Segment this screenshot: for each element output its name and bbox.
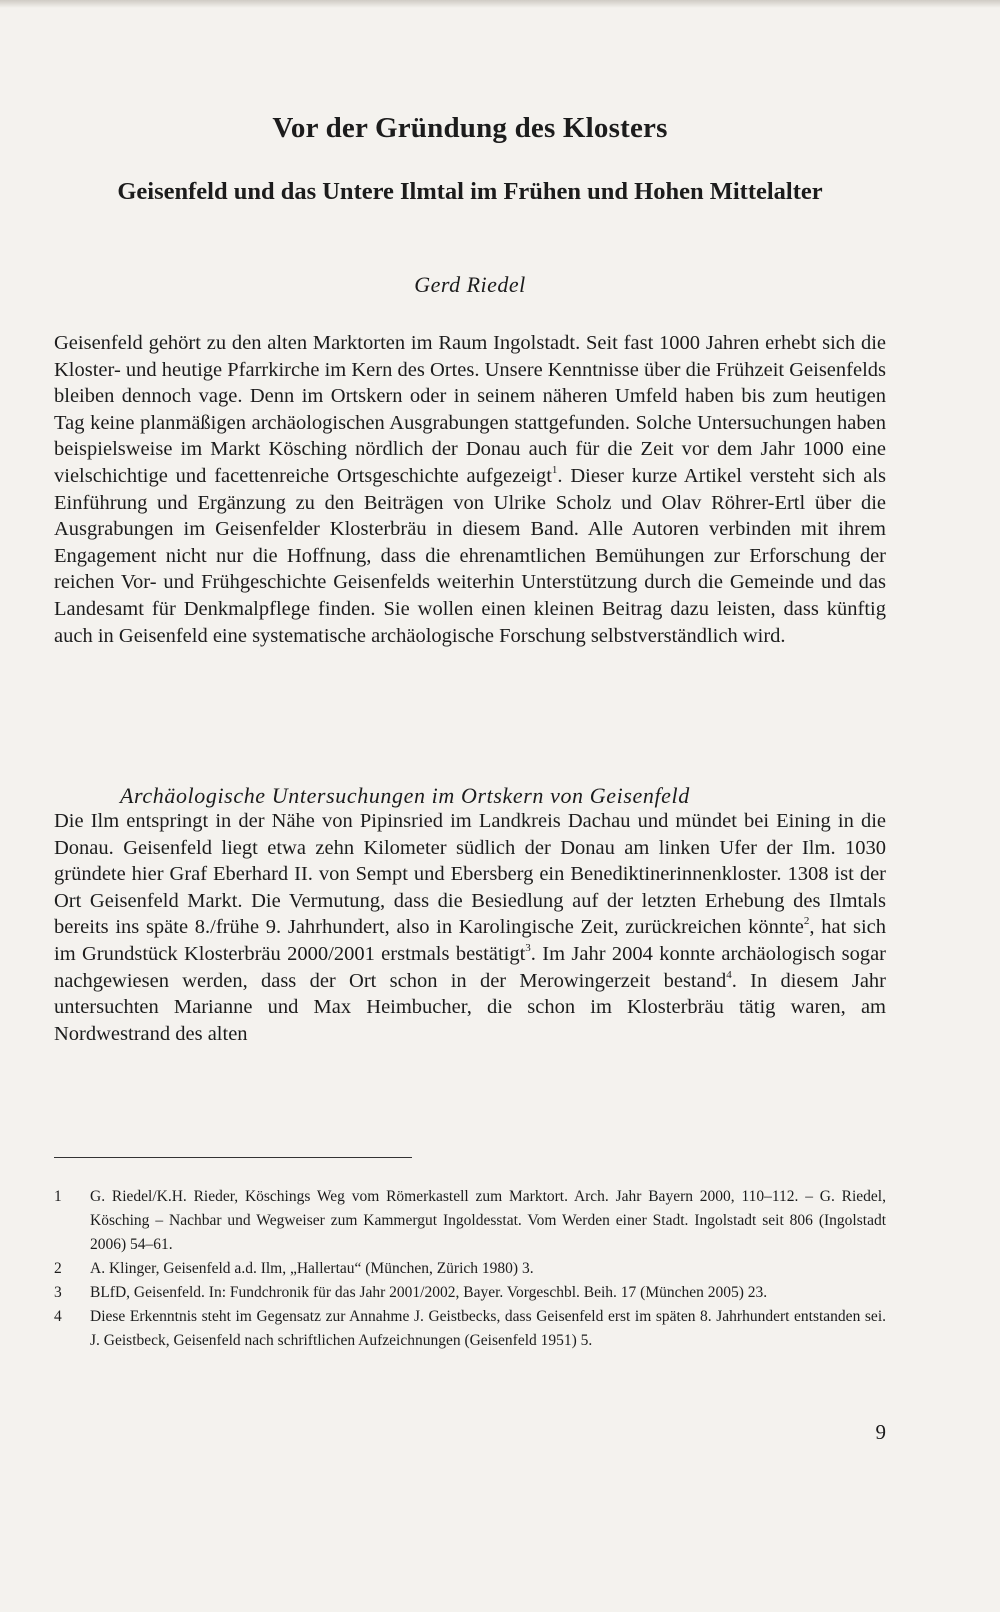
footnote-item [54,1281,886,1305]
footnote-item [54,1257,886,1281]
scan-edge-shadow [0,0,1000,8]
article-author: Gerd Riedel [414,272,526,297]
footnote-number: 3 [54,1284,62,1301]
footnote-ref-1[interactable]: 1 [551,463,558,476]
page-number: 9 [875,1420,886,1444]
intro-paragraph [54,330,886,649]
section-text-4: . In diesem Jahr untersuchten Marianne und Max Heimbucher, die schon im Klosterbräu tätig waren, am Nordwestrand des alten [54,969,886,1045]
intro-text-b: . Dieser kurze Artikel versteht sich als Einführung und Ergänzung zu den Beiträgen von Ulrike Scholz und Olav Röhrer-Ertl über die Ausgrabungen im Geisenfelder Klosterbräu in diesem Band. Alle Autoren verbinden mit ihrem Engagement nicht nur die Hoffnung, dass die ehrenamtlichen Bemühungen zur Erforschung der reichen Vor- und Frühgeschichte Geisenfelds weiterhin Unterstützung durch die Gemeinde und das Landesamt für Denkmalpflege finden. Sie wollen einen kleinen Beitrag dazu leisten, dass künftig auch in Geisenfeld eine systematische archäologische Forschung selbstverständlich wird. [54,464,886,647]
section-text-3: . Im Jahr 2004 konnte archäologisch sogar nachgewiesen werden, dass der Ort schon in der Merowingerzeit bestand [54,942,886,992]
footnote-ref-4[interactable]: 4 [726,968,732,981]
footnote-ref-2[interactable]: 2 [803,915,810,928]
footnote-text: BLfD, Geisenfeld. In: Fundchronik für das Jahr 2001/2002, Bayer. Vorgeschbl. Beih. 17 (München 2005) 23. [90,1284,768,1301]
section-paragraph [54,808,886,1047]
footnote-text: G. Riedel/K.H. Rieder, Köschings Weg vom Römerkastell zum Marktort. Arch. Jahr Bayern 2000, 110–112. – G. Riedel, Kösching – Nachbar und Wegweiser zum Kammergut Ingoldesstat. Vom Werden einer Stadt. Ingolstadt seit 806 (Ingolstadt 2006) 54–61. [90,1188,886,1253]
article-title: Vor der Gründung des Klosters [272,112,668,144]
footnote-ref-3[interactable]: 3 [525,941,531,954]
section-text-2: , hat sich im Grundstück Klosterbräu 2000/2001 erstmals bestätigt [54,916,886,965]
footnote-number: 4 [54,1308,62,1325]
footnote-text: Diese Erkenntnis steht im Gegensatz zur Annahme J. Geistbecks, dass Geisenfeld erst im späten 8. Jahrhundert entstanden sei. J. Geistbeck, Geisenfeld nach schriftlichen Aufzeichnungen (Geisenfeld 1951) 5. [90,1308,886,1349]
footnote-text: A. Klinger, Geisenfeld a.d. Ilm, „Hallertau“ (München, Zürich 1980) 3. [90,1260,534,1277]
intro-text-a: Geisenfeld gehört zu den alten Marktorten im Raum Ingolstadt. Seit fast 1000 Jahren erhebt sich die Kloster- und heutige Pfarrkirche im Kern des Ortes. Unsere Kenntnisse über die Frühzeit Geisenfelds bleiben dennoch vage. Denn im Ortskern oder in seinem näheren Umfeld haben bis zum heutigen Tag keine planmäßigen archäologischen Ausgrabungen stattgefunden. Solche Untersuchungen haben beispielsweise im Markt Kösching nördlich der Donau auch für die Zeit vor dem Jahr 1000 eine vielschichtige und facettenreiche Ortsgeschichte aufgezeigt [54,332,886,487]
footnotes-list [54,1185,886,1353]
footnote-number: 1 [54,1188,62,1205]
article-subtitle: Geisenfeld und das Untere Ilmtal im Frühen und Hohen Mittelalter [117,178,823,205]
section-heading: Archäologische Untersuchungen im Ortskern von Geisenfeld [120,783,690,808]
footnote-item [54,1185,886,1257]
section-text-1: Die Ilm entspringt in der Nähe von Pipinsried im Landkreis Dachau und mündet bei Eining in die Donau. Geisenfeld liegt etwa zehn Kilometer südlich der Donau am linken Ufer der Ilm. 1030 gründete hier Graf Eberhard II. von Sempt und Ebersberg ein Benediktinerinnenkloster. 1308 ist der Ort Geisenfeld Markt. Die Vermutung, dass die Besiedlung auf der letzten Erhebung des Ilmtals bereits ins späte 8./frühe 9. Jahrhundert, also in Karolingische Zeit, zurückreichen könnte [54,810,886,939]
footnote-divider [54,1157,412,1158]
footnote-number: 2 [54,1260,62,1277]
footnote-item [54,1305,886,1353]
